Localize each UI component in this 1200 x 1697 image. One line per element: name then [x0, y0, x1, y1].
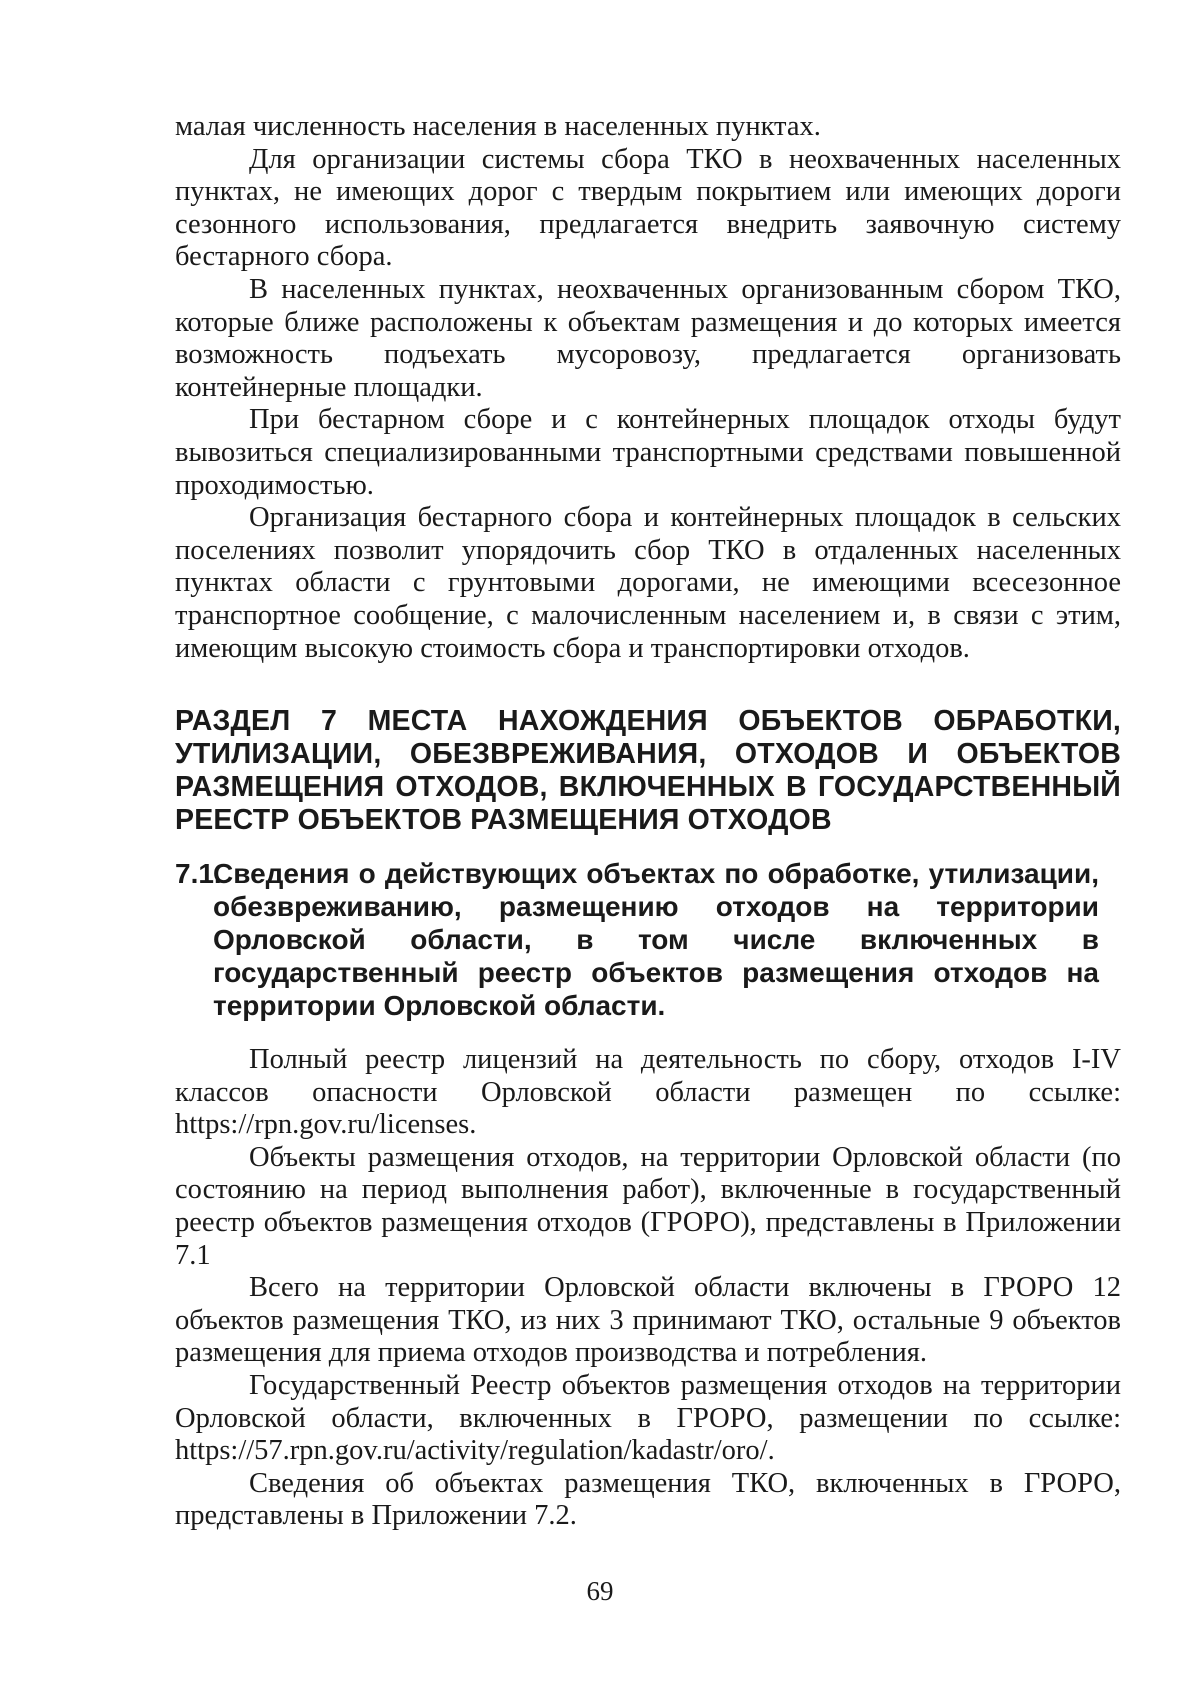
paragraph: Объекты размещения отходов, на территории Орловской области (по состоянию на период выполнения работ), включенные в государственный реестр объектов размещения отходов (ГРОРО), представлены в Приложении 7.1 — [175, 1141, 1121, 1271]
paragraph: Сведения об объектах размещения ТКО, включенных в ГРОРО, представлены в Приложении 7.2. — [175, 1467, 1121, 1532]
page-number: 69 — [586, 1576, 614, 1606]
subsection-number: 7.1. — [175, 858, 222, 890]
section-heading: РАЗДЕЛ 7 МЕСТА НАХОЖДЕНИЯ ОБЪЕКТОВ ОБРАБОТКИ, УТИЛИЗАЦИИ, ОБЕЗВРЕЖИВАНИЯ, ОТХОДОВ И ОБЪЕКТОВ РАЗМЕЩЕНИЯ ОТХОДОВ, ВКЛЮЧЕННЫХ В ГОСУДАРСТВЕННЫЙ РЕЕСТР ОБЪЕКТОВ РАЗМЕЩЕНИЯ ОТХОДОВ — [175, 705, 1121, 837]
subsection-title: Сведения о действующих объектах по обработке, утилизации, обезвреживанию, размещению отходов на территории Орловской области, в том числе включенных в государственный реестр объектов размещения отходов на территории Орловской области. — [213, 858, 1099, 1022]
page-content — [175, 111, 1121, 1533]
paragraph: Всего на территории Орловской области включены в ГРОРО 12 объектов размещения ТКО, из них 3 принимают ТКО, остальные 9 объектов размещения для приема отходов производства и потребления. — [175, 1272, 1121, 1369]
subsection-heading — [175, 857, 1121, 1022]
paragraph: Государственный Реестр объектов размещения отходов на территории Орловской области, включенных в ГРОРО, размещении по ссылке: https://57.rpn.gov.ru/activity/regulation/kadastr/oro/. — [175, 1370, 1121, 1467]
paragraph: В населенных пунктах, неохваченных организованным сбором ТКО, которые ближе расположены к объектам размещения и до которых имеется возможность подъехать мусоровозу, предлагается организовать контейнерные площадки. — [175, 273, 1121, 403]
paragraph: малая численность населения в населенных пунктах. — [175, 111, 821, 142]
paragraph: При бестарном сборе и с контейнерных площадок отходы будут вывозиться специализированными транспортными средствами повышенной проходимостью. — [175, 404, 1121, 501]
paragraph: Для организации системы сбора ТКО в неохваченных населенных пунктах, не имеющих дорог с твердым покрытием или имеющих дороги сезонного использования, предлагается внедрить заявочную систему бестарного сбора. — [175, 143, 1121, 273]
paragraph: Организация бестарного сбора и контейнерных площадок в сельских поселениях позволит упорядочить сбор ТКО в отдаленных населенных пунктах области с грунтовыми дорогами, не имеющими всесезонное транспортное сообщение, с малочисленным населением и, в связи с этим, имеющим высокую стоимость сбора и транспортировки отходов. — [175, 502, 1121, 664]
paragraph: Полный реестр лицензий на деятельность по сбору, отходов I-IV классов опасности Орловской области размещен по ссылке: https://rpn.gov.ru/licenses. — [175, 1044, 1121, 1141]
